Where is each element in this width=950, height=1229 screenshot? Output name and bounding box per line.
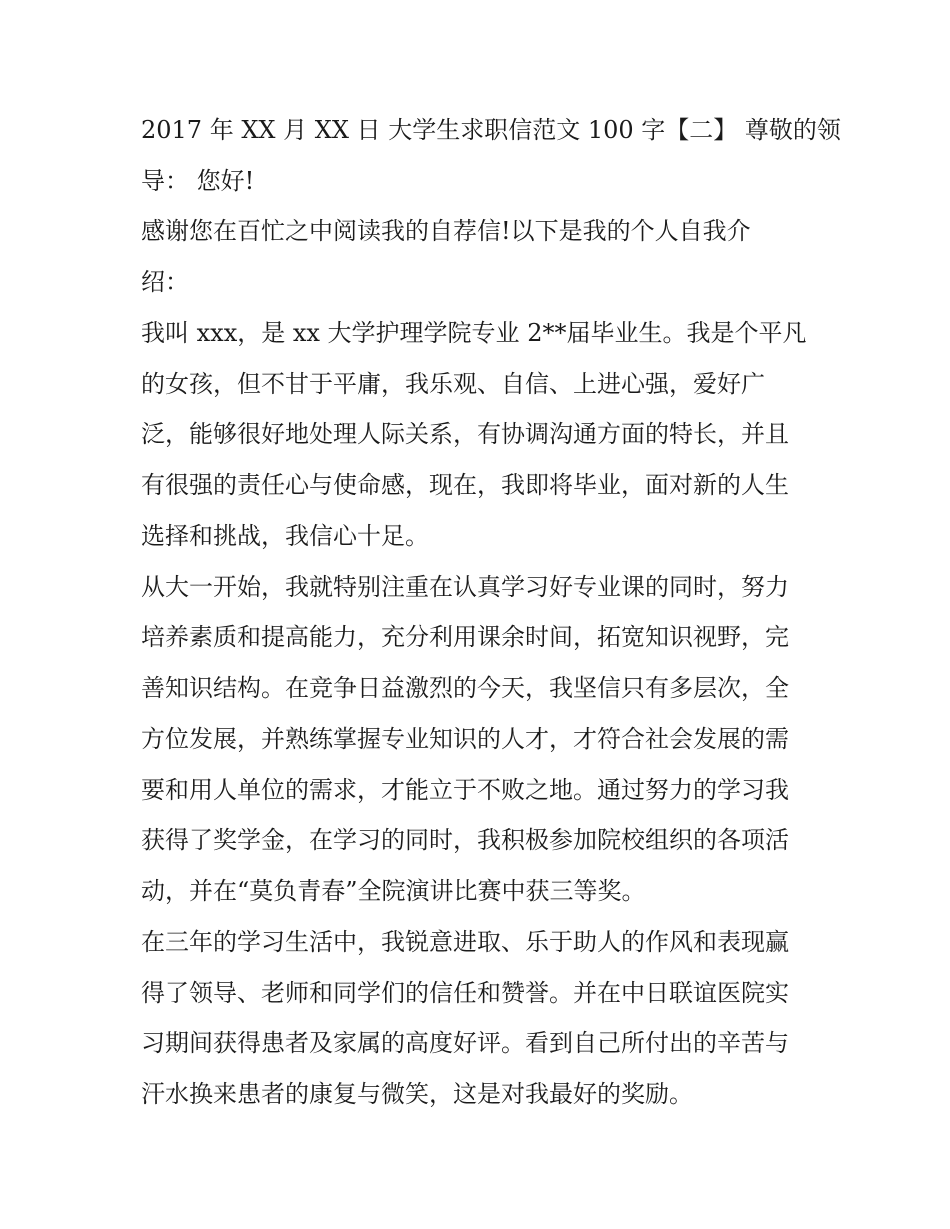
text-line: 泛，能够很好地处理人际关系，有协调沟通方面的特长，并且 — [141, 420, 789, 448]
text-line: 从大一开始，我就特别注重在认真学习好专业课的同时，努力 — [141, 573, 789, 601]
text-line: 方位发展，并熟练掌握专业知识的人才，才符合社会发展的需 — [141, 725, 789, 753]
text-line: 要和用人单位的需求，才能立于不败之地。通过努力的学习我 — [141, 776, 789, 804]
text-line: 在三年的学习生活中，我锐意进取、乐于助人的作风和表现赢 — [141, 928, 789, 956]
text-line: 获得了奖学金，在学习的同时，我积极参加院校组织的各项活 — [141, 826, 789, 854]
text-line: 汗水换来患者的康复与微笑，这是对我最好的奖励。 — [141, 1080, 693, 1108]
text-line: 动，并在“莫负青春”全院演讲比赛中获三等奖。 — [141, 877, 646, 905]
text-line: 有很强的责任心与使命感，现在，我即将毕业，面对新的人生 — [141, 471, 789, 499]
text-line: 得了领导、老师和同学们的信任和赞誉。并在中日联谊医院实 — [141, 979, 789, 1007]
text-line: 感谢您在百忙之中阅读我的自荐信!以下是我的个人自我介 — [141, 217, 751, 245]
text-line: 善知识结构。在竞争日益激烈的今天，我坚信只有多层次，全 — [141, 674, 789, 702]
text-line: 培养素质和提高能力，充分利用课余时间，拓宽知识视野，完 — [141, 623, 789, 651]
text-line: 习期间获得患者及家属的高度好评。看到自己所付出的辛苦与 — [141, 1029, 789, 1057]
text-line: 我叫 xxx，是 xx 大学护理学院专业 2**届毕业生。我是个平凡 — [141, 319, 807, 347]
text-line: 的女孩，但不甘于平庸，我乐观、自信、上进心强，爱好广 — [141, 370, 765, 398]
text-line: 2017 年 XX 月 XX 日 大学生求职信范文 100 字【二】 尊敬的领 — [141, 116, 841, 144]
text-line: 选择和挑战，我信心十足。 — [141, 522, 429, 550]
text-line: 绍： — [141, 268, 189, 296]
text-line: 导： 您好! — [141, 167, 255, 195]
